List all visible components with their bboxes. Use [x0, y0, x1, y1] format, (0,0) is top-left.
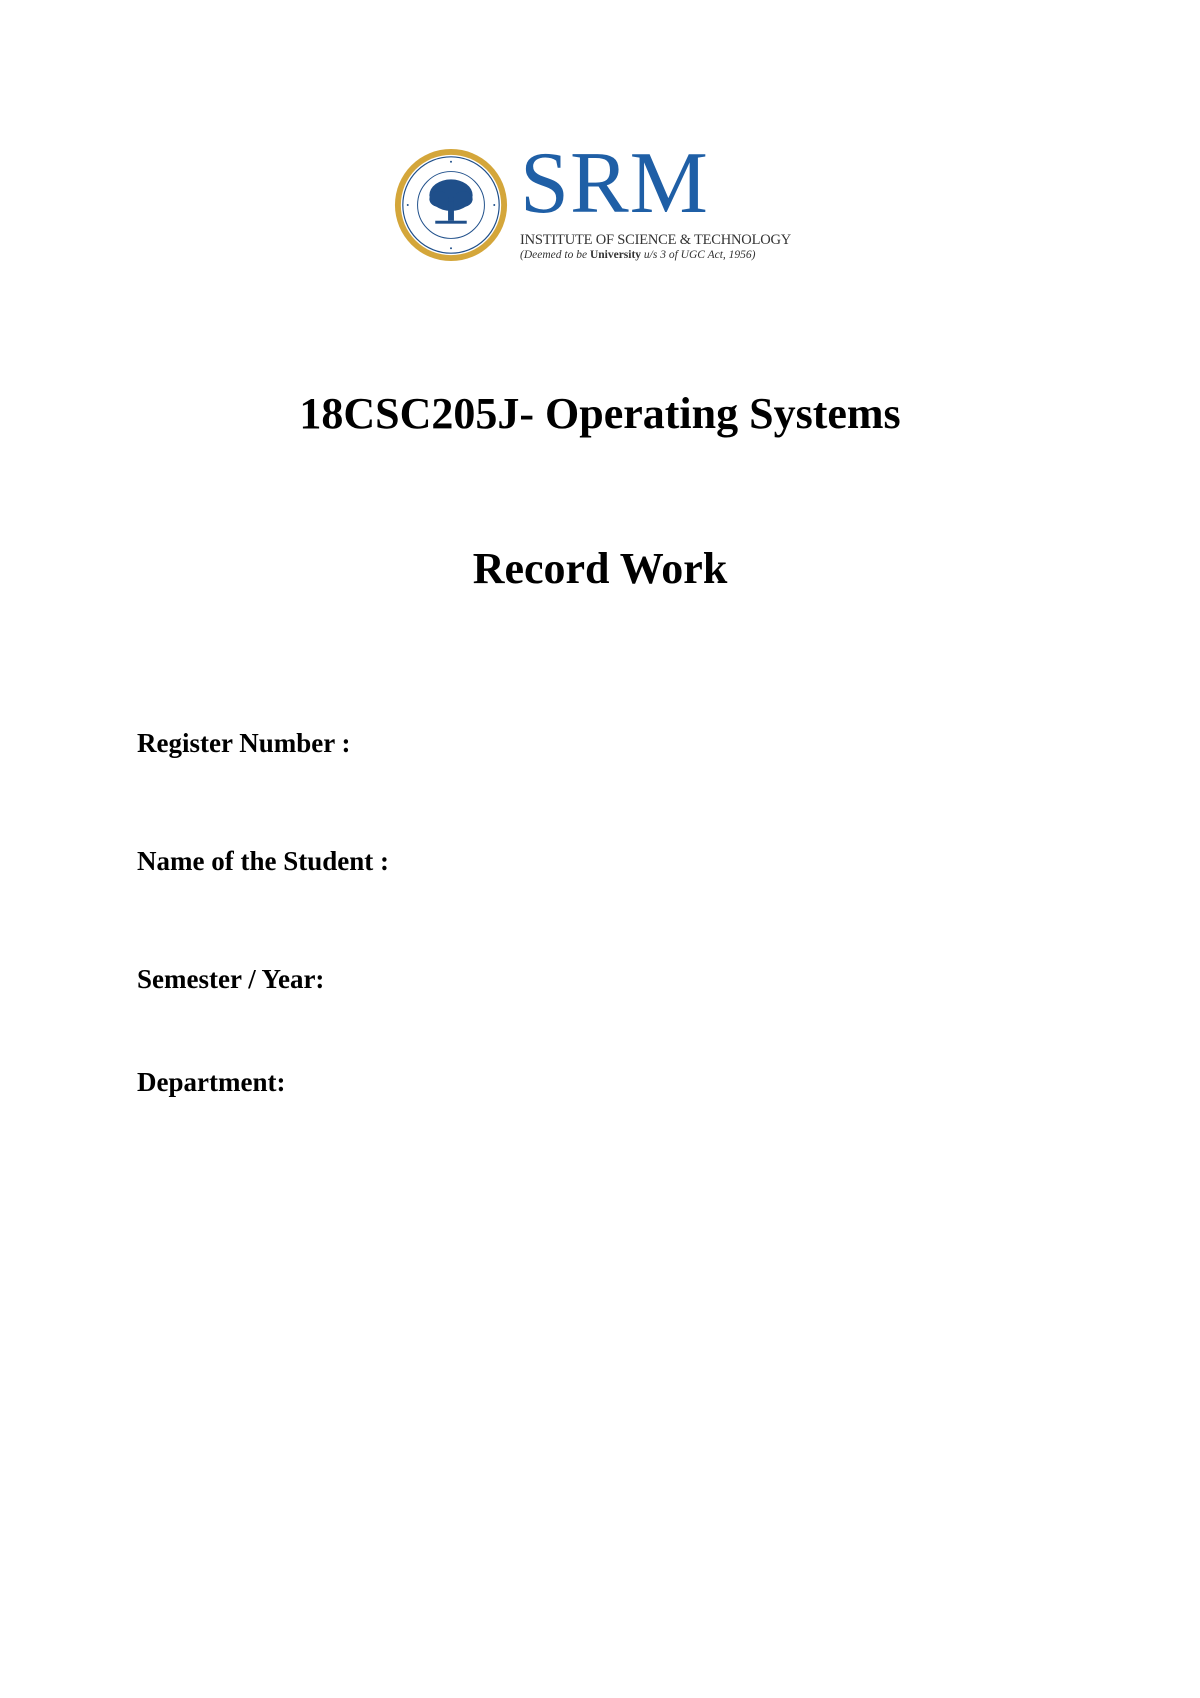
semester-year-label: Semester / Year: [137, 964, 325, 994]
brand-block [520, 135, 792, 262]
institution-logo [392, 135, 792, 280]
brand-subtitle: INSTITUTE OF SCIENCE & TECHNOLOGY [520, 232, 792, 248]
university-seal-icon [392, 146, 510, 264]
brand-tagline: (Deemed to be University u/s 3 of UGC Act, 1956) [520, 249, 756, 261]
document-title: Record Work [472, 544, 728, 593]
department-label: Department: [137, 1067, 286, 1097]
brand-name: SRM [520, 135, 709, 232]
register-number-label: Register Number : [137, 728, 351, 758]
student-name-label: Name of the Student : [137, 846, 389, 876]
course-title: 18CSC205J- Operating Systems [299, 389, 901, 438]
